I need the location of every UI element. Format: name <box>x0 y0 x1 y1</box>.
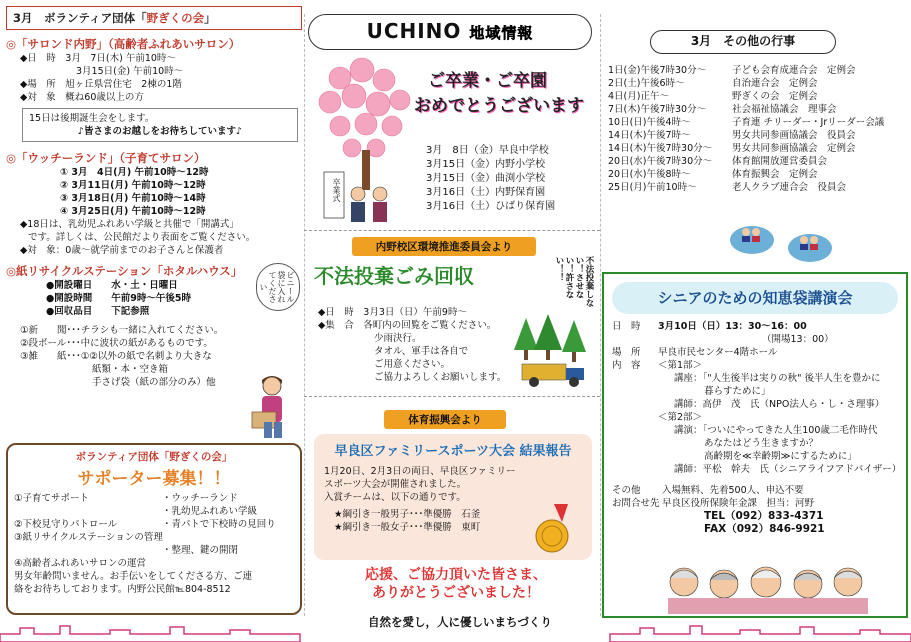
senior-part2-talk2: あなたはどう生きますか？ <box>704 438 819 449</box>
recycle-item1: ①新 聞･･･チラシも一緒に入れてください。 <box>20 325 224 336</box>
event-row: 4日(月)正午～ 野ぎくの会 定例会 <box>608 91 818 102</box>
salon-date1: ◆日 時 3月 7日(木) 午前10時～ <box>20 53 176 64</box>
supporter-row: ③紙リサイクルステーションの管理 <box>14 532 163 543</box>
sports-paragraph: 入賞チームは、以下の通りです。 <box>324 492 466 503</box>
ucchi-row: ③ 3月18日(月) 午前10時～14時 <box>60 193 206 204</box>
medal-icon <box>524 500 584 556</box>
cleanup-details <box>318 306 518 384</box>
senior-place: 場 所 早良市民センター4階ホール <box>612 347 778 358</box>
column-divider <box>304 14 305 616</box>
cleanup-line: ご用意ください。 <box>374 359 451 370</box>
section-divider <box>304 230 600 231</box>
cleanup-meet: ◆集 合 各町内の回覧をご覧ください。 <box>318 320 497 331</box>
supporter-row: ・整理、鍵の開閉 <box>162 545 239 556</box>
senior-tel: TEL（092）833-4371 <box>704 510 824 522</box>
graduation-item: 3月15日（金）曲渕小学校 <box>426 173 546 184</box>
senior-date: 日 時 3月10日（日）13：30～16：00 <box>612 321 807 332</box>
town-skyline-decoration <box>0 624 911 642</box>
cleanup-date: ◆日 時 3月3日（日）午前9時～ <box>318 307 467 318</box>
graduation-block <box>414 66 596 116</box>
graduation-item: 3月16日（土）ひばり保育園 <box>426 201 556 212</box>
event-row: 14日(木)午後7時～ 男女共同参画協議会 役員会 <box>608 130 856 141</box>
graduation-item: 3月16日（土）内野保育園 <box>426 187 546 198</box>
supporter-row: ④高齢者ふれあいサロンの運営 <box>14 558 147 569</box>
events-list <box>608 64 908 194</box>
recycle-item4: 紙類・本・空き箱 <box>92 364 169 375</box>
ucchi-row: ④ 3月25日(月) 午前10時～12時 <box>60 206 206 217</box>
cleanup-side-slogan: 不法投棄しない！させない！許さない！！ <box>554 256 594 307</box>
event-row: 25日(月)午前10時～ 老人クラブ連合会 役員会 <box>608 182 847 193</box>
senior-open: （開場13：00） <box>762 334 834 345</box>
salon-title: ◎「サロンド内野」（高齢者ふれあいサロン） <box>6 37 241 51</box>
senior-contact: お問合せ先 早良区役所保険年金課 担当：河野 <box>612 498 815 509</box>
ucchi-note1: ◆18日は、乳幼児ふれあい学級と共催で「開講式」 <box>20 219 239 230</box>
event-row: 20日(水)午後8時～ 体育振興会 定例会 <box>608 169 818 180</box>
event-row: 2日(土)午後6時～ 自治連合会 定例会 <box>608 78 818 89</box>
sports-paragraph: 1月20日、2月3日の両日、早良区ファミリー <box>324 466 516 477</box>
senior-other: その他 入場無料、先着500人、申込不要 <box>612 485 804 496</box>
supporter-org: ボランティア団体「野ぎくの会」 <box>75 451 233 463</box>
supporter-box <box>6 443 302 615</box>
supporter-closing1: 男女年齢問いません。お手伝いをしてくださる方、ご連 <box>14 571 253 582</box>
recycle-item5: 手さげ袋（紙の部分のみ）他 <box>92 377 216 388</box>
section-divider <box>304 396 600 397</box>
event-row: 20日(水)午後7時30分～ 体育館開放運営委員会 <box>608 156 828 167</box>
recycle-item3: ③雑 紙･･･①②以外の紙で名刺より大きな <box>20 351 212 362</box>
ucchi-row: ① 3月 4日(月) 午前10時～12時 <box>60 167 209 178</box>
event-row: 1日(金)午後7時30分～ 子ども会育成連合会 定例会 <box>608 65 856 76</box>
recycle-title: ◎紙リサイクルステーション「ホタルハウス」 <box>6 264 243 278</box>
graduation-sign-text: 卒業式 <box>332 178 341 202</box>
supporter-row: ②下校見守りパトロール ・青パトで下校時の見回り <box>14 519 276 530</box>
sports-paragraph: スポーツ大会が開催されました。 <box>324 479 467 490</box>
salon-notice: 15日は後期誕生会をします。 ♪皆さまのお越しをお待ちしています♪ <box>22 108 298 142</box>
graduation-item: 3月 8日（金）早良中学校 <box>426 145 549 156</box>
salon-date2: 3月15日(金) 午前10時～ <box>76 66 184 77</box>
sports-title: 早良区ファミリースポーツ大会 結果報告 <box>334 444 572 459</box>
graduation-title2: おめでとうございます <box>414 96 584 116</box>
recycle-items: ●回収品目 下記参照 <box>46 306 150 317</box>
footer-slogan: 自然を愛し，人に優しいまちづくり <box>368 615 552 629</box>
thanks-message: 応援、ご協力頂いた皆さま、 ありがとうございました！ <box>365 567 547 601</box>
senior-part1-lecturer: 講師：高伊 茂 氏（NPO法人ら・し・さ理事） <box>674 399 885 410</box>
ucchi-note2: です。詳しくは、公民館だより表面をご覧ください。 <box>28 232 256 243</box>
recycle-hours: ●開設時間 午前9時～午後5時 <box>46 293 192 304</box>
supporter-closing2: 絡をお待ちしております。内野公民館℡804-8512 <box>14 584 231 595</box>
cleanup-title: 不法投棄ごみ回収 <box>314 264 474 288</box>
senior-part2-talk: 講演：「ついにやってきた人生100歳二毛作時代 <box>674 425 878 436</box>
salon-place: ◆場 所 旭ヶ丘県営住宅 2棟の1階 <box>20 79 182 90</box>
supporter-row: ①子育てサポート ・ウッチーランド <box>14 493 238 504</box>
ucchi-note3: ◆対 象：0歳～就学前までのお子さんと保護者 <box>20 245 224 256</box>
senior-part1-talk: 講座：「"人生後半は実りの秋" 後半人生を豊かに <box>674 373 881 384</box>
event-row: 7日(木)午後7時30分～ 社会福祉協議会 理事会 <box>608 104 837 115</box>
senior-part2: ＜第2部＞ <box>658 412 703 423</box>
sports-winner: ★綱引き一般女子･･･準優勝 東町 <box>334 522 481 533</box>
senior-part2-lecturer: 講師：平松 幹夫 氏（シニアライフアドバイザー） <box>674 464 902 475</box>
supporter-row: ・乳幼児ふれあい学級 <box>162 506 258 517</box>
forest-truck-illustration <box>512 310 598 390</box>
senior-content: 内 容 ＜第1部＞ <box>612 360 703 371</box>
column-divider <box>600 14 601 616</box>
graduation-list <box>426 144 555 214</box>
speech-bubble: ビニール袋に入れてください <box>256 263 300 311</box>
recycle-days: ●開設曜日 水・土・日曜日 <box>46 280 178 291</box>
graduation-title1: ご卒業・ご卒園 <box>428 71 547 91</box>
senior-fax: FAX（092）846-9921 <box>704 523 825 535</box>
cherry-tree-illustration <box>310 54 420 230</box>
cleanup-line: タオル、軍手は各自で <box>374 346 469 357</box>
cleanup-line: 少雨決行。 <box>374 333 422 344</box>
sports-org: 体育振興会より <box>384 410 506 429</box>
senior-title: シニアのための知恵袋講演会 <box>612 282 898 314</box>
salon-target: ◆対 象 概ね60歳以上の方 <box>20 92 144 103</box>
sports-winner: ★綱引き一般男子･･･準優勝 石釜 <box>334 509 481 520</box>
uchino-banner: UCHINO 地域情報 <box>308 14 592 50</box>
nogiku-header: 3月 ボランティア団体「野ぎくの会」 <box>6 6 302 30</box>
senior-part2-talk3: 高齢期を≪幸齢期≫にするために」 <box>704 451 857 462</box>
senior-part1-talk2: 暮らすために」 <box>704 386 771 397</box>
ucchi-row: ② 3月11日(月) 午前10時～12時 <box>60 180 206 191</box>
event-row: 14日(木)午後7時30分～ 男女共同参画協議会 定例会 <box>608 143 856 154</box>
cleanup-org: 内野校区環境推進委員会より <box>352 237 536 256</box>
ucchi-title: ◎「ウッチーランド」（子育てサロン） <box>6 151 206 165</box>
graduation-item: 3月15日（金）内野小学校 <box>426 159 546 170</box>
woman-illustration <box>250 372 298 442</box>
hina-dolls-illustration <box>720 204 840 266</box>
cleanup-line: ご協力よろしくお願いします。 <box>374 372 507 383</box>
seniors-illustration <box>660 560 904 614</box>
recycle-item2: ②段ボール･･･中に波状の紙があるものです。 <box>20 338 213 349</box>
supporter-heading: サポーター募集！！ <box>77 469 231 489</box>
other-events-title: 3月 その他の行事 <box>650 30 836 54</box>
event-row: 10日(日)午後4時～ 子育連 チリーダー・Jrリーダー会議 <box>608 117 885 128</box>
